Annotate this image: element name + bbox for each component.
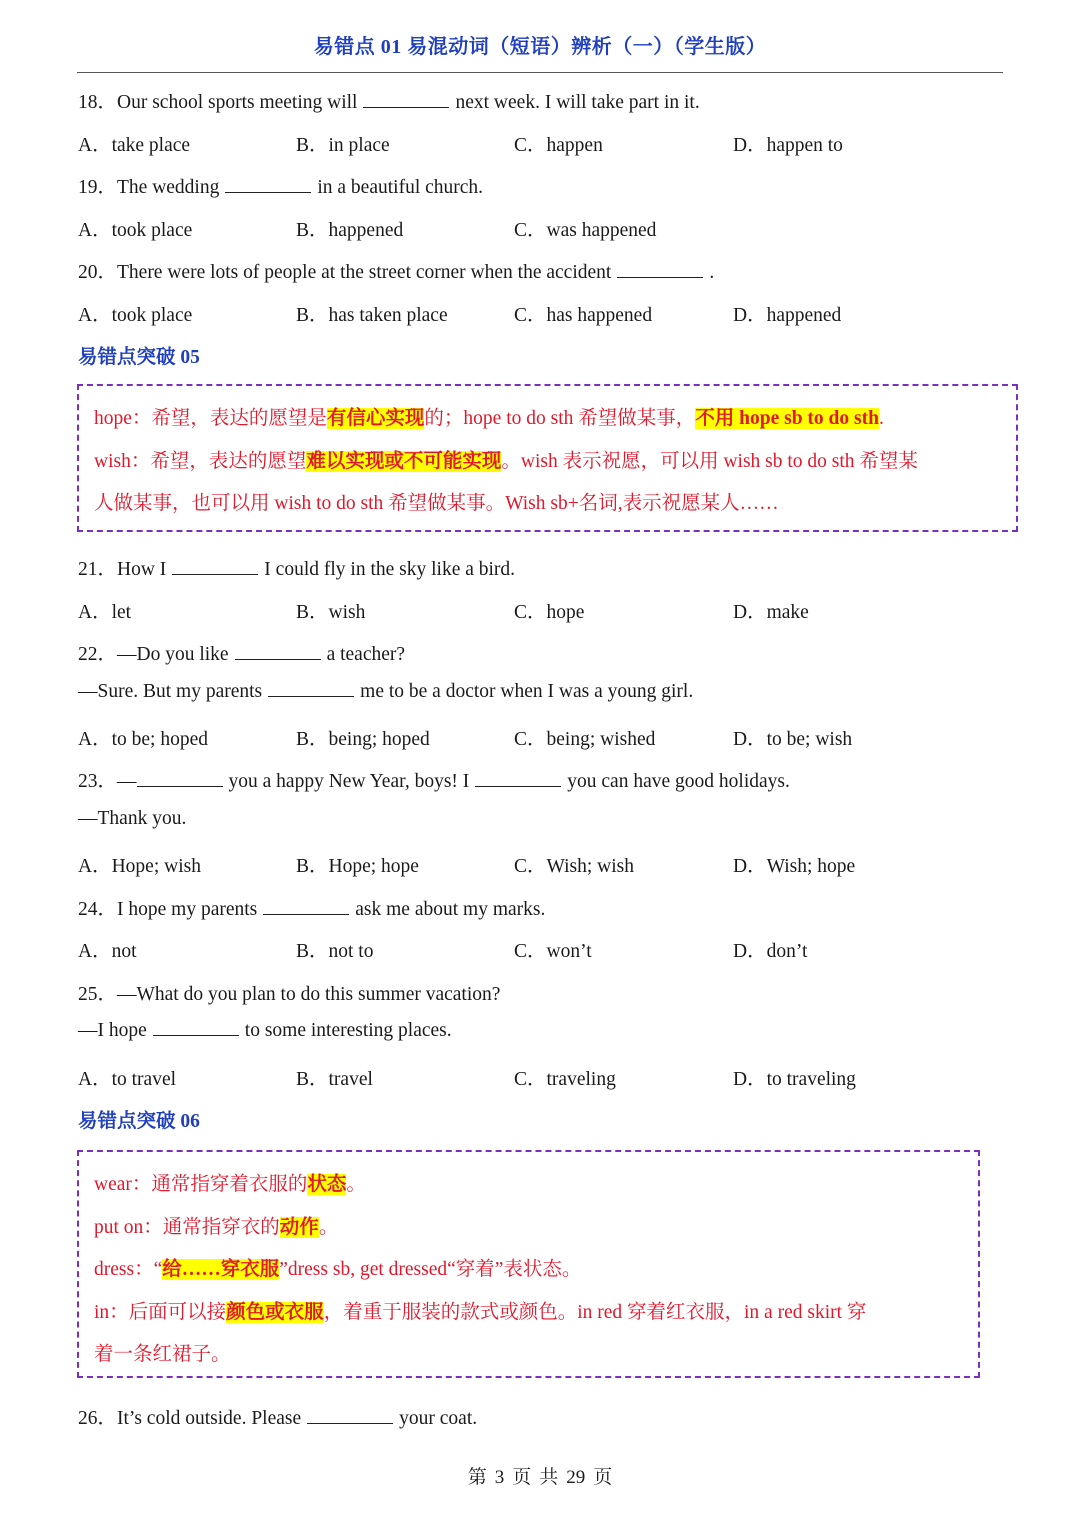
option-d[interactable]: D．to traveling	[733, 1069, 856, 1090]
tip-line-wish: wish：希望，表达的愿望难以实现或不可能实现。wish 表示祝愿，可以用 wish sb to do sth 希望某	[94, 451, 918, 472]
option-a[interactable]: A．to travel	[78, 1069, 177, 1090]
question-22	[78, 638, 405, 666]
answer-blank[interactable]	[137, 785, 223, 787]
highlight: 给……穿衣服	[162, 1259, 280, 1280]
highlight: 难以实现或不可能实现	[306, 451, 502, 472]
option-d[interactable]: D．happened	[733, 305, 842, 326]
option-b[interactable]: B．Hope; hope	[296, 856, 419, 877]
header-divider	[77, 72, 1003, 73]
question-18	[78, 86, 700, 114]
question-text: 24．I hope my parents	[78, 899, 258, 920]
option-b[interactable]: B．not to	[296, 941, 374, 962]
question-text: 19．The wedding	[78, 177, 220, 198]
question-text: a teacher?	[326, 644, 406, 665]
question-text: 26．It’s cold outside. Please	[78, 1408, 302, 1429]
highlight: 状态	[307, 1174, 347, 1195]
question-19	[78, 171, 483, 199]
tip-line-put-on: put on：通常指穿衣的动作。	[94, 1217, 339, 1238]
option-a[interactable]: A．Hope; wish	[78, 856, 201, 877]
option-b[interactable]: B．has taken place	[296, 305, 448, 326]
question-text: 21．How I	[78, 559, 167, 580]
page-header: 易错点 01 易混动词（短语）辨析（一）（学生版）	[313, 36, 767, 58]
question-21	[78, 553, 515, 581]
highlight: 不用 hope sb to do sth	[695, 408, 879, 429]
tip-line-in: in：后面可以接颜色或衣服，着重于服装的款式或颜色。in red 穿着红衣服，in a red skirt 穿	[94, 1302, 867, 1323]
tip-line-in-cont: 着一条红裙子。	[94, 1344, 231, 1365]
answer-blank[interactable]	[153, 1034, 239, 1036]
answer-blank[interactable]	[268, 695, 354, 697]
question-text: ask me about my marks.	[355, 899, 546, 920]
answer-blank[interactable]	[475, 785, 561, 787]
option-d[interactable]: D．Wish; hope	[733, 856, 856, 877]
question-text: 22．—Do you like	[78, 644, 229, 665]
highlight: 颜色或衣服	[226, 1302, 324, 1323]
answer-blank[interactable]	[307, 1422, 393, 1424]
question-text: 20．There were lots of people at the street corner when the accident	[78, 262, 612, 283]
option-d[interactable]: D．happen to	[733, 135, 843, 156]
option-a[interactable]: A．to be; hoped	[78, 729, 208, 750]
question-text: you a happy New Year, boys! I	[228, 771, 470, 792]
option-c[interactable]: C．was happened	[514, 220, 657, 241]
option-c[interactable]: C．hope	[514, 602, 585, 623]
page-footer: 第 3 页 共 29 页	[467, 1467, 613, 1488]
highlight: 有信心实现	[326, 408, 425, 429]
question-text: 23．—	[78, 771, 137, 792]
option-b[interactable]: B．being; hoped	[296, 729, 430, 750]
page-number: 3	[494, 1467, 505, 1488]
question-text: me to be a doctor when I was a young girl.	[360, 681, 694, 702]
question-26	[78, 1402, 477, 1430]
option-c[interactable]: C．won’t	[514, 941, 592, 962]
option-b[interactable]: B．in place	[296, 135, 390, 156]
option-b[interactable]: B．travel	[296, 1069, 373, 1090]
question-text: I could fly in the sky like a bird.	[264, 559, 516, 580]
answer-blank[interactable]	[263, 913, 349, 915]
option-d[interactable]: D．make	[733, 602, 809, 623]
answer-blank[interactable]	[617, 276, 703, 278]
answer-blank[interactable]	[225, 191, 311, 193]
section-heading-05: 易错点突破 05	[78, 347, 200, 368]
question-text: you can have good holidays.	[567, 771, 790, 792]
page-total: 29	[566, 1467, 586, 1488]
question-23	[78, 765, 790, 793]
question-text: your coat.	[399, 1408, 478, 1429]
option-b[interactable]: B．happened	[296, 220, 404, 241]
question-text: .	[709, 262, 715, 283]
answer-blank[interactable]	[172, 573, 258, 575]
answer-blank[interactable]	[235, 658, 321, 660]
tip-line-wish-cont: 人做某事，也可以用 wish to do sth 希望做某事。Wish sb+名词,表示祝愿某人……	[94, 493, 779, 514]
option-a[interactable]: A．took place	[78, 305, 193, 326]
option-c[interactable]: C．traveling	[514, 1069, 616, 1090]
option-a[interactable]: A．not	[78, 941, 137, 962]
question-20	[78, 256, 714, 284]
section-heading-06: 易错点突破 06	[78, 1111, 200, 1132]
option-c[interactable]: C．Wish; wish	[514, 856, 635, 877]
option-a[interactable]: A．take place	[78, 135, 191, 156]
option-a[interactable]: A．let	[78, 602, 132, 623]
question-24	[78, 893, 545, 921]
question-text: —Sure. But my parents	[78, 681, 263, 702]
highlight: 动作	[279, 1217, 319, 1238]
tip-line-hope: hope：希望，表达的愿望是有信心实现的；hope to do sth 希望做某事，不用 hope sb to do sth.	[94, 408, 884, 429]
option-d[interactable]: D．to be; wish	[733, 729, 853, 750]
question-23-reply: —Thank you.	[78, 808, 187, 829]
question-text: in a beautiful church.	[317, 177, 484, 198]
option-c[interactable]: C．happen	[514, 135, 603, 156]
answer-blank[interactable]	[363, 106, 449, 108]
option-a[interactable]: A．took place	[78, 220, 193, 241]
option-d[interactable]: D．don’t	[733, 941, 808, 962]
question-text: 18．Our school sports meeting will	[78, 92, 358, 113]
question-25-reply	[78, 1020, 452, 1042]
question-text: —I hope	[78, 1020, 147, 1041]
tip-line-wear: wear：通常指穿着衣服的状态。	[94, 1174, 366, 1195]
option-c[interactable]: C．being; wished	[514, 729, 656, 750]
option-b[interactable]: B．wish	[296, 602, 366, 623]
question-22-reply	[78, 681, 693, 703]
tip-line-dress: dress：“给……穿衣服”dress sb, get dressed“穿着”表状态。	[94, 1259, 582, 1280]
question-25: 25．—What do you plan to do this summer vacation?	[78, 984, 501, 1005]
question-text: to some interesting places.	[244, 1020, 452, 1041]
option-c[interactable]: C．has happened	[514, 305, 653, 326]
question-text: next week. I will take part in it.	[455, 92, 700, 113]
